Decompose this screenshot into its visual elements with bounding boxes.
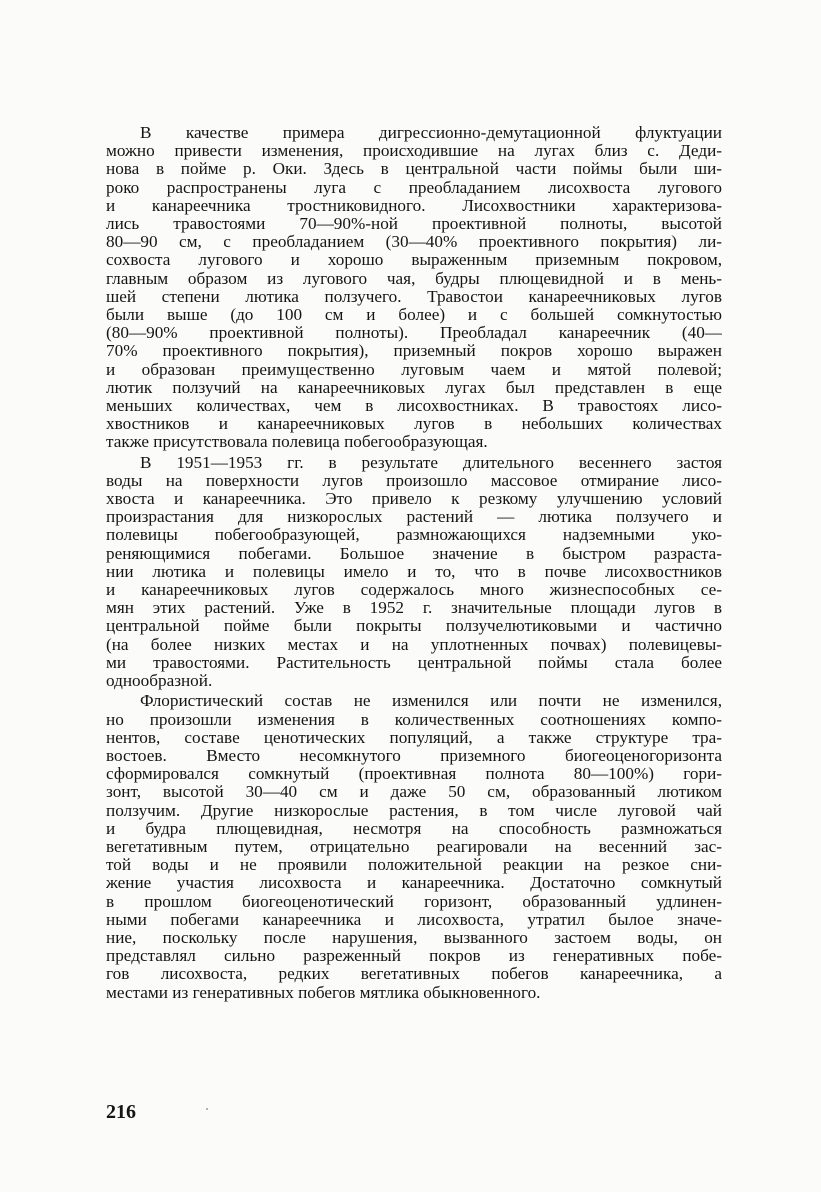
paragraph-1 — [106, 124, 722, 452]
text-line: роко распространены луга с преобладанием лисохвоста лугового — [106, 178, 722, 197]
page-number: 216 — [106, 1101, 136, 1123]
text-line: ными побегами канареечника и лисохвоста, утратил былое значе- — [106, 910, 722, 929]
text-line: также присутствовала полевица побегообразующая. — [106, 433, 488, 452]
text-line: главным образом из лугового чая, будры плющевидной и в мень- — [106, 269, 722, 288]
text-line: гов лисохвоста, редких вегетативных побегов канареечника, а — [106, 965, 722, 984]
text-line: В качестве примера дигрессионно-демутационной флуктуации — [140, 124, 722, 142]
text-line: вегетативным путем, отрицательно реагировали на весенний зас- — [106, 837, 722, 856]
text-line: и канареечниковых лугов содержалось много жизнеспособных се- — [106, 581, 722, 600]
text-line: шей степени лютика ползучего. Травостои канареечниковых лугов — [106, 287, 722, 306]
text-line: ползучим. Другие низкорослые растения, в том числе луговой чай — [106, 801, 722, 820]
body-text — [106, 124, 722, 1002]
text-line: в прошлом биогеоценотический горизонт, образованный удлинен- — [106, 892, 722, 911]
text-line: но произошли изменения в количественных соотношениях компо- — [106, 710, 722, 729]
text-line: центральной пойме были покрыты ползучелютиковыми и частично — [106, 617, 722, 636]
text-line: полевицы побегообразующей, размножающихся надземными уко- — [106, 526, 722, 545]
text-line: ми травостоями. Растительность центральной поймы стала более — [106, 653, 722, 672]
text-line: (на более низких местах и на уплотненных почвах) полевицевы- — [106, 635, 722, 654]
text-line: 80—90 см, с преобладанием (30—40% проективного покрытия) ли- — [106, 233, 722, 252]
text-line: и канареечника тростниковидного. Лисохвостники характеризова- — [106, 196, 722, 215]
paragraph-2 — [106, 454, 722, 691]
text-line: воды на поверхности лугов произошло массовое отмирание лисо- — [106, 471, 722, 490]
text-line: можно привести изменения, происходившие на лугах близ с. Деди- — [106, 142, 722, 161]
text-line: однообразной. — [106, 672, 213, 691]
print-speck — [206, 1108, 208, 1110]
text-line: меньших количествах, чем в лисохвостниках. В травостоях лисо- — [106, 397, 722, 416]
text-line: и будра плющевидная, несмотря на способность размножаться — [106, 819, 722, 838]
text-line: и образован преимущественно луговым чаем и мятой полевой; — [106, 360, 722, 379]
text-line: хвоста и канареечника. Это привело к резкому улучшению условий — [106, 490, 722, 509]
text-line: В 1951—1953 гг. в результате длительного весеннего застоя — [140, 453, 722, 472]
text-line: хвостников и канареечниковых лугов в небольших количествах — [106, 415, 722, 434]
text-line: нентов, составе ценотических популяций, а также структуре тра- — [106, 728, 722, 747]
text-line: лись травостоями 70—90%-ной проективной полноты, высотой — [106, 215, 722, 234]
paragraph-3 — [106, 692, 722, 1001]
text-line: ние, поскольку после нарушения, вызванного застоем воды, он — [106, 928, 722, 947]
text-line: 70% проективного покрытия), приземный покров хорошо выражен — [106, 342, 722, 361]
text-line: произрастания для низкорослых растений — лютика ползучего и — [106, 508, 722, 527]
text-line: той воды и не проявили положительной реакции на резкое сни- — [106, 856, 722, 875]
text-line: представлял сильно разреженный покров из генеративных побе- — [106, 947, 722, 966]
text-line: сохвоста лугового и хорошо выраженным приземным покровом, — [106, 251, 722, 270]
text-line: были выше (до 100 см и более) и с большей сомкнутостью — [106, 306, 722, 325]
text-line: нова в пойме р. Оки. Здесь в центральной части поймы были ши- — [106, 160, 722, 179]
text-line: нии лютика и полевицы имело и то, что в почве лисохвостников — [106, 562, 722, 581]
text-line: лютик ползучий на канареечниковых лугах был представлен в еще — [106, 378, 722, 397]
text-line: жение участия лисохвоста и канареечника. Достаточно сомкнутый — [106, 874, 722, 893]
text-line: мян этих растений. Уже в 1952 г. значительные площади лугов в — [106, 599, 722, 618]
text-line: сформировался сомкнутый (проективная полнота 80—100%) гори- — [106, 765, 722, 784]
text-line: зонт, высотой 30—40 см и даже 50 см, образованный лютиком — [106, 783, 722, 802]
text-line: востоев. Вместо несомкнутого приземного биогеоценогоризонта — [106, 746, 722, 765]
text-line: местами из генеративных побегов мятлика обыкновенного. — [106, 983, 541, 1002]
text-line: Флористический состав не изменился или почти не изменился, — [140, 692, 722, 711]
text-line: реняющимися побегами. Большое значение в быстром разраста- — [106, 544, 722, 563]
text-line: (80—90% проективной полноты). Преобладал канареечник (40— — [106, 324, 722, 343]
